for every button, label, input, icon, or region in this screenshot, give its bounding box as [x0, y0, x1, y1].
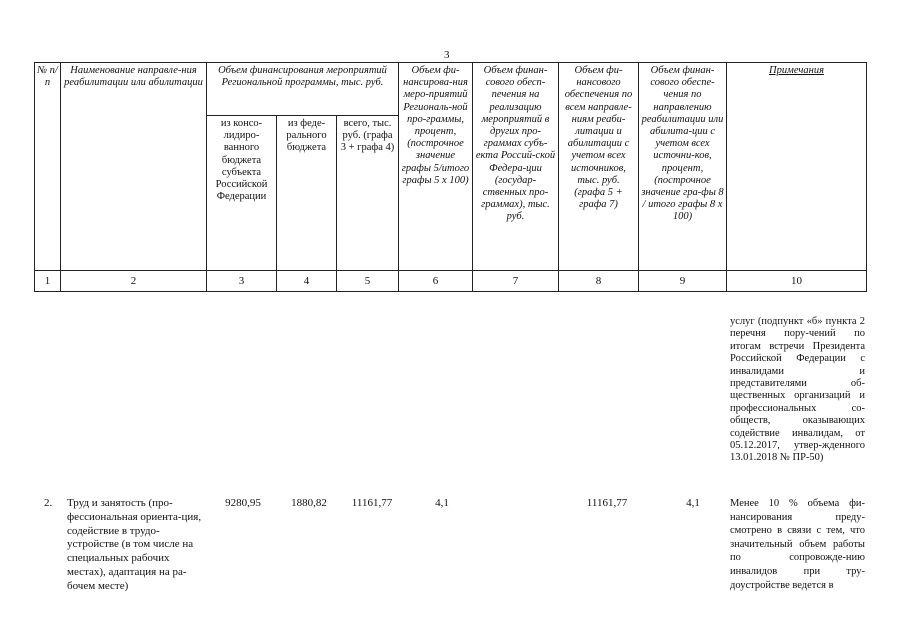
col-number: 7 — [473, 271, 559, 292]
row-2-col8: 11161,77 — [586, 497, 628, 509]
header-col-2: Наименование направле-ния реабилитации или абилитации — [61, 63, 207, 271]
row-2-col6: 4,1 — [435, 497, 449, 509]
col-number: 6 — [399, 271, 473, 292]
table-header — [34, 62, 867, 292]
header-col-group: Объем финансирования мероприятий Региональной программы, тыс. руб. — [207, 63, 399, 116]
header-col-9: Объем финан-сового обеспе-чения по направлению реабилитации или абилита-ции с учетом всех источни-ков, процент, (построчное значение гра-фы 8 / итого графы 8 х 100) — [639, 63, 727, 271]
header-col-10: Примечания — [727, 63, 867, 271]
row-2-number: 2. — [44, 497, 53, 509]
header-col-8: Объем фи-нансового обеспечения по всем направле-ниям реаби-литации и абилитации с учетом всех источников, тыс. руб. (графа 5 + графа 7) — [559, 63, 639, 271]
row-2-name: Труд и занятость (про-фессиональная ориента-ция, содействие в трудо-устройстве (в том числе на специальных рабочих местах), адаптация на ра-бочем месте) — [67, 497, 202, 592]
note-continued: услуг (подпункт «б» пункта 2 перечня пору-чений по итогам встречи Президента Российской Федерации с инвалидами и представителями об-щественных организаций и профессиональных со-обществ, оказывающих содействие инвалидам, от 05.12.2017, утвер-жденного 13.01.2018 № ПР-50) — [730, 316, 865, 464]
col-number: 2 — [61, 271, 207, 292]
col-number: 9 — [639, 271, 727, 292]
row-2-note: Менее 10 % объема фи-нансирования преду-смотрено в связи с тем, что значительный объем работы по сопровожде-нию инвалидов при тру-доустройстве ведется в — [730, 498, 865, 591]
header-col-3: из консо-лидиро-ванного бюджета субъекта Российской Федерации — [207, 116, 277, 271]
row-2-col3: 9280,95 — [225, 497, 261, 509]
col-number: 1 — [35, 271, 61, 292]
col-number: 3 — [207, 271, 277, 292]
header-col-5: всего, тыс. руб. (графа 3 + графа 4) — [337, 116, 399, 271]
col-number: 10 — [727, 271, 867, 292]
row-2-col9: 4,1 — [686, 497, 700, 509]
col-number: 4 — [277, 271, 337, 292]
header-col-6: Объем фи-нансирова-ния меро-приятий Региональ-ной про-граммы, процент, (построчное значение графы 5/итого графы 5 х 100) — [399, 63, 473, 271]
row-2-col5: 11161,77 — [351, 497, 393, 509]
header-col-1: № п/п — [35, 63, 61, 271]
row-2-col4: 1880,82 — [291, 497, 327, 509]
header-col-7: Объем финан-сового обесп-печения на реализацию мероприятий в других про-граммах субъ-екта Россий-ской Федера-ции (государ-ственных про-граммах), тыс. руб. — [473, 63, 559, 271]
page-number: 3 — [444, 49, 450, 61]
col-number: 8 — [559, 271, 639, 292]
col-number: 5 — [337, 271, 399, 292]
header-col-4: из феде-рального бюджета — [277, 116, 337, 271]
